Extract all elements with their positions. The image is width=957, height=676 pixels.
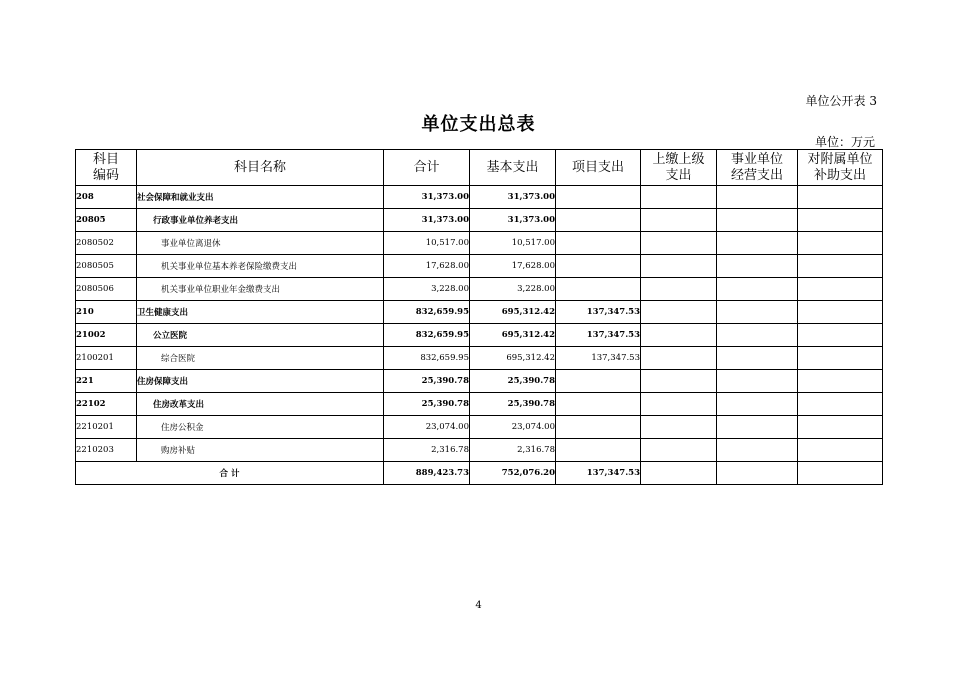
header-row: [76, 150, 883, 186]
basic-cell: 695,312.42: [470, 301, 556, 324]
subsidy-cell: [798, 278, 883, 301]
business-cell: [717, 416, 798, 439]
business-cell: [717, 370, 798, 393]
total-business-cell: [717, 462, 798, 485]
table-row: [76, 439, 883, 462]
upper-cell: [641, 347, 717, 370]
upper-cell: [641, 255, 717, 278]
code-cell: 20805: [76, 209, 137, 232]
upper-cell: [641, 232, 717, 255]
header-name: 科目名称: [137, 150, 384, 186]
business-cell: [717, 255, 798, 278]
total-project-cell: 137,347.53: [556, 462, 641, 485]
project-cell: [556, 209, 641, 232]
table-row: [76, 370, 883, 393]
total-row: [76, 462, 883, 485]
name-cell: 机关事业单位职业年金缴费支出: [137, 278, 384, 301]
upper-cell: [641, 439, 717, 462]
project-cell: [556, 439, 641, 462]
basic-cell: 10,517.00: [470, 232, 556, 255]
subsidy-cell: [798, 324, 883, 347]
total-cell: 2,316.78: [384, 439, 470, 462]
subsidy-cell: [798, 370, 883, 393]
subsidy-cell: [798, 186, 883, 209]
code-cell: 221: [76, 370, 137, 393]
header-code: 科目 编码: [76, 150, 137, 186]
project-cell: [556, 393, 641, 416]
name-cell: 卫生健康支出: [137, 301, 384, 324]
code-cell: 210: [76, 301, 137, 324]
form-number: 单位公开表 3: [805, 94, 877, 108]
subsidy-cell: [798, 232, 883, 255]
header-subsidy: 对附属单位 补助支出: [798, 150, 883, 186]
header-upper: 上缴上级 支出: [641, 150, 717, 186]
project-cell: [556, 370, 641, 393]
name-cell: 机关事业单位基本养老保险缴费支出: [137, 255, 384, 278]
basic-cell: 25,390.78: [470, 393, 556, 416]
business-cell: [717, 347, 798, 370]
unit-label: 单位：万元: [814, 135, 875, 149]
code-cell: 2210203: [76, 439, 137, 462]
total-cell: 832,659.95: [384, 324, 470, 347]
project-cell: 137,347.53: [556, 324, 641, 347]
page-number: 4: [475, 600, 482, 611]
basic-cell: 3,228.00: [470, 278, 556, 301]
name-cell: 住房公积金: [137, 416, 384, 439]
basic-cell: 25,390.78: [470, 370, 556, 393]
name-cell: 综合医院: [137, 347, 384, 370]
header-total: 合计: [384, 150, 470, 186]
subsidy-cell: [798, 416, 883, 439]
project-cell: [556, 186, 641, 209]
total-cell: 832,659.95: [384, 301, 470, 324]
total-cell: 889,423.73: [384, 462, 470, 485]
business-cell: [717, 232, 798, 255]
total-cell: 832,659.95: [384, 347, 470, 370]
code-cell: 21002: [76, 324, 137, 347]
project-cell: [556, 255, 641, 278]
total-cell: 25,390.78: [384, 370, 470, 393]
business-cell: [717, 324, 798, 347]
page-title: 单位支出总表: [421, 114, 536, 135]
total-upper-cell: [641, 462, 717, 485]
table-row: [76, 186, 883, 209]
table-row: [76, 232, 883, 255]
name-cell: 购房补贴: [137, 439, 384, 462]
basic-cell: 23,074.00: [470, 416, 556, 439]
total-cell: 31,373.00: [384, 186, 470, 209]
name-cell: 住房改革支出: [137, 393, 384, 416]
table-row: [76, 416, 883, 439]
code-cell: 2080505: [76, 255, 137, 278]
table-row: [76, 301, 883, 324]
total-subsidy-cell: [798, 462, 883, 485]
business-cell: [717, 278, 798, 301]
total-cell: 17,628.00: [384, 255, 470, 278]
total-cell: 10,517.00: [384, 232, 470, 255]
code-cell: 208: [76, 186, 137, 209]
table-row: [76, 209, 883, 232]
business-cell: [717, 393, 798, 416]
header-basic: 基本支出: [470, 150, 556, 186]
business-cell: [717, 186, 798, 209]
subsidy-cell: [798, 347, 883, 370]
upper-cell: [641, 370, 717, 393]
basic-cell: 2,316.78: [470, 439, 556, 462]
basic-cell: 31,373.00: [470, 209, 556, 232]
total-cell: 3,228.00: [384, 278, 470, 301]
table-row: [76, 278, 883, 301]
header-project: 项目支出: [556, 150, 641, 186]
upper-cell: [641, 324, 717, 347]
subsidy-cell: [798, 209, 883, 232]
project-cell: [556, 278, 641, 301]
table-row: [76, 255, 883, 278]
project-cell: [556, 416, 641, 439]
total-cell: 31,373.00: [384, 209, 470, 232]
table-row: [76, 324, 883, 347]
code-cell: 2080502: [76, 232, 137, 255]
upper-cell: [641, 278, 717, 301]
total-cell: 25,390.78: [384, 393, 470, 416]
expenditure-table: [75, 149, 883, 485]
total-cell: 23,074.00: [384, 416, 470, 439]
subsidy-cell: [798, 439, 883, 462]
basic-cell: 17,628.00: [470, 255, 556, 278]
project-cell: [556, 232, 641, 255]
upper-cell: [641, 209, 717, 232]
subsidy-cell: [798, 393, 883, 416]
upper-cell: [641, 393, 717, 416]
business-cell: [717, 439, 798, 462]
code-cell: 2210201: [76, 416, 137, 439]
subsidy-cell: [798, 301, 883, 324]
business-cell: [717, 209, 798, 232]
upper-cell: [641, 186, 717, 209]
name-cell: 事业单位离退休: [137, 232, 384, 255]
basic-cell: 695,312.42: [470, 347, 556, 370]
code-cell: 2080506: [76, 278, 137, 301]
table-row: [76, 347, 883, 370]
business-cell: [717, 301, 798, 324]
upper-cell: [641, 301, 717, 324]
total-basic-cell: 752,076.20: [470, 462, 556, 485]
name-cell: 公立医院: [137, 324, 384, 347]
header-business: 事业单位 经营支出: [717, 150, 798, 186]
upper-cell: [641, 416, 717, 439]
basic-cell: 695,312.42: [470, 324, 556, 347]
total-label: 合 计: [76, 462, 384, 485]
code-cell: 22102: [76, 393, 137, 416]
subsidy-cell: [798, 255, 883, 278]
name-cell: 社会保障和就业支出: [137, 186, 384, 209]
basic-cell: 31,373.00: [470, 186, 556, 209]
project-cell: 137,347.53: [556, 301, 641, 324]
name-cell: 住房保障支出: [137, 370, 384, 393]
table-row: [76, 393, 883, 416]
name-cell: 行政事业单位养老支出: [137, 209, 384, 232]
project-cell: 137,347.53: [556, 347, 641, 370]
code-cell: 2100201: [76, 347, 137, 370]
